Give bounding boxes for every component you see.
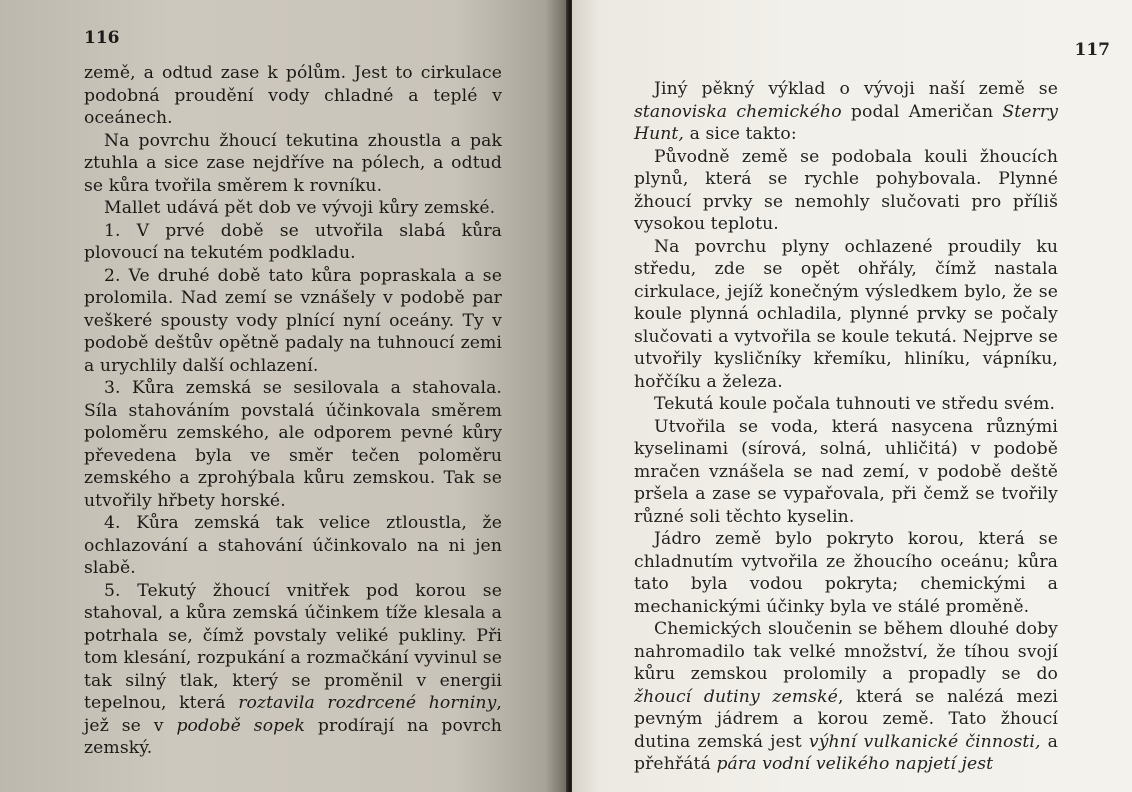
text-run: , která se nalézá mezi pevným jádrem a korou země. Tato žhoucí dutina zemská jest [634,686,1059,752]
italic-run: pára vodní velikého napjetí jest [716,754,994,774]
italic-run: Sterry Hunt, [634,101,1059,144]
paragraph [634,78,1058,146]
text-run: Tekutá koule počala tuhnouti ve středu svém. [654,394,1056,414]
italic-run: stanoviska chemického [634,101,842,122]
text-run: 4. Kůra zemská tak velice ztloustla, že ochlazování a stahování účinkovalo na ni jen slabě. [84,513,502,578]
text-run: Utvořila se voda, která nasycena různými kyselinami (sírová, solná, uhličitá) v podobě mračen vznášela se nad zemí, v podobě deště pršela a zase se vypařovala, při čemž se tvořily různé soli těchto kyselin. [634,416,1058,527]
left-page-text [84,62,502,760]
paragraph [84,512,502,580]
paragraph [634,393,1058,416]
text-run: a sice takto: [684,124,797,144]
text-run: Původně země se podobala kouli žhoucích plynů, která se rychle pohybovala. Plynné žhoucí prvky se nemohly slučovati pro příliš vysokou teplotu. [634,146,1058,234]
text-run: země, a odtud zase k pólům. Jest to cirkulace podobná proudění vody chladné a teplé v oceánech. [84,63,502,128]
text-run: 5. Tekutý žhoucí vnitřek pod korou se stahoval, a kůra zemská účinkem tíže klesala a potrhala se, čímž povstaly veliké pukliny. Při tom klesání, rozpukání a rozmačkání vyvinul se tak silný tlak, který se proměnil v energii tepelnou, která [84,580,502,713]
text-run: 2. Ve druhé době tato kůra popraskala a se prolomila. Nad zemí se vznášely v podobě par veškeré spousty vody plnící nyní oceány. Ty v podobě deštův opětně padaly na tuhnoucí zemi a urychlily další ochlazení. [84,265,502,376]
paragraph [634,618,1058,776]
paragraph [634,416,1058,529]
text-run: Chemických sloučenin se během dlouhé doby nahromadilo tak velké množství, že tíhou svojí kůru zemskou prolomily a propadly se do [634,619,1058,684]
paragraph [634,528,1058,618]
text-run: Na povrchu žhoucí tekutina zhoustla a pak ztuhla a sice zase nejdříve na pólech, a odtud se kůra tvořila směrem k rovníku. [84,130,502,196]
paragraph [84,197,502,220]
text-run: Jádro země bylo pokryto korou, která se chladnutím vytvořila ze žhoucího oceánu; kůra tato byla vodou pokryta; chemickými a mechanickými účinky byla ve stálé proměně. [634,529,1058,617]
text-run: Jiný pěkný výklad o vývoji naší země se [654,79,1058,99]
page-number-left: 116 [84,28,120,48]
text-run: , jež se v [84,693,502,736]
paragraph [84,62,502,130]
italic-run: roztavila rozdrcené horniny [238,693,497,713]
right-page-text [634,78,1058,776]
paragraph [84,377,502,512]
paragraph [84,265,502,378]
text-run: a přehřátá [634,731,1058,774]
italic-run: výhní vulkanické činnosti, [808,731,1041,752]
right-page [572,0,1132,792]
text-run: prodírají na povrch zemský. [84,715,502,758]
text-run: 3. Kůra zemská se sesilovala a stahovala. Síla stahováním povstalá účinkovala směrem poloměru zemského, ale odporem pevné kůry převedena byla ve směr tečen poloměru zemského a zprohýbala kůru zemskou. Tak se utvořily hřbety horské. [84,378,502,511]
paragraph [634,236,1058,394]
text-run: Na povrchu plyny ochlazené proudily ku středu, zde se opět ohřály, čímž nastala cirkulace, jejíž konečným výsledkem bylo, že se koule plynná ochladila, plynné prvky se počaly slučovati a vytvořila se koule tekutá. Nejprve se utvořily kysličníky křemíku, hliníku, vápníku, hořčíku a železa. [634,236,1058,392]
page-number-right: 117 [1074,40,1110,60]
text-run: podal Američan [841,101,1003,122]
paragraph [84,580,502,760]
italic-run: žhoucí dutiny zemské [634,686,838,707]
paragraph [84,130,502,198]
text-run: 1. V prvé době se utvořila slabá kůra plovoucí na tekutém podkladu. [84,220,502,263]
paragraph [84,220,502,265]
italic-run: podobě sopek [176,715,306,736]
paragraph [634,146,1058,236]
text-run: Mallet udává pět dob ve vývoji kůry zemské. [104,198,496,218]
